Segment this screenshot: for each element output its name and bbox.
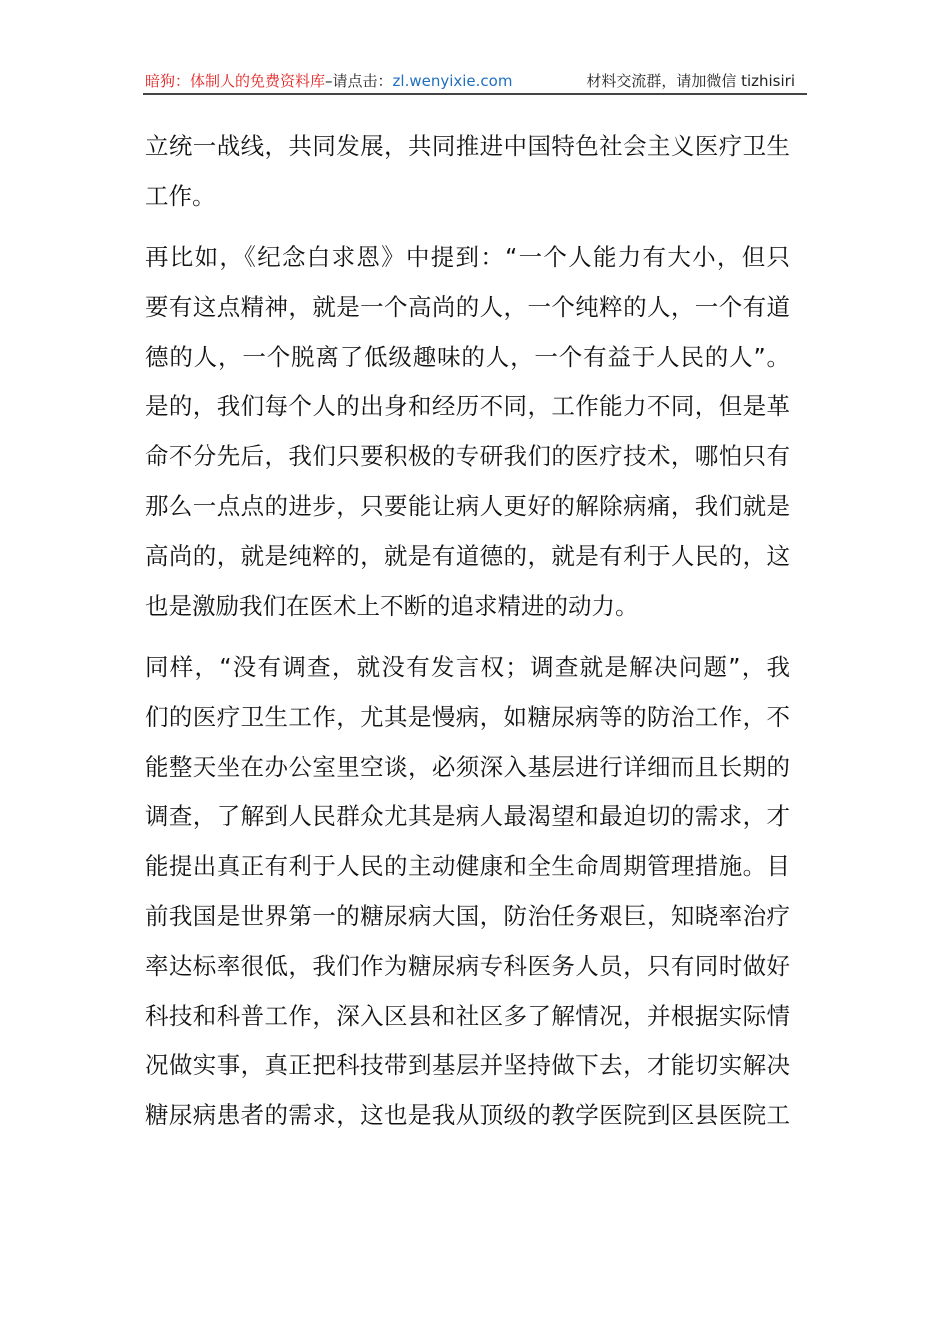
text-line: 同样，“没有调查，就没有发言权；调查就是解决问题”，我 [145, 653, 790, 681]
text-line: 科技和科普工作，深入区县和社区多了解情况，并根据实际情 [145, 1001, 790, 1030]
paragraph-2 [145, 233, 790, 631]
text-line: 们的医疗卫生工作，尤其是慢病，如糖尿病等的防治工作，不 [145, 702, 790, 731]
text-line: 况做实事，真正把科技带到基层并坚持做下去，才能切实解决 [145, 1051, 790, 1080]
text-line: 再比如，《纪念白求恩》中提到：“一个人能力有大小，但只 [145, 243, 790, 271]
site-link[interactable]: zl.wenyixie.com [392, 72, 513, 90]
text-line: 工作。 [145, 181, 216, 210]
paragraph-1 [145, 122, 790, 222]
click-prompt: –请点击： [325, 72, 393, 90]
text-line: 德的人，一个脱离了低级趣味的人，一个有益于人民的人”。 [145, 342, 790, 371]
site-name: 暗狗：体制人的免费资料库 [145, 72, 326, 90]
text-line: 也是激励我们在医术上不断的追求精进的动力。 [145, 591, 639, 620]
text-line: 命不分先后，我们只要积极的专研我们的医疗技术，哪怕只有 [145, 442, 790, 471]
text-line: 高尚的，就是纯粹的，就是有道德的，就是有利于人民的，这 [145, 541, 790, 570]
wechat-note: 材料交流群，请加微信 tizhisiri [586, 72, 795, 90]
page-header [145, 70, 805, 92]
header-divider [143, 93, 807, 95]
text-line: 前我国是世界第一的糖尿病大国，防治任务艰巨，知晓率治疗 [145, 901, 790, 930]
text-line: 是的，我们每个人的出身和经历不同，工作能力不同，但是革 [145, 392, 790, 421]
text-line: 那么一点点的进步，只要能让病人更好的解除病痛，我们就是 [145, 491, 790, 520]
text-line: 能整天坐在办公室里空谈，必须深入基层进行详细而且长期的 [145, 752, 790, 781]
text-line: 糖尿病患者的需求，这也是我从顶级的教学医院到区县医院工 [145, 1101, 790, 1130]
text-line: 要有这点精神，就是一个高尚的人，一个纯粹的人，一个有道 [145, 292, 790, 321]
text-line: 立统一战线，共同发展，共同推进中国特色社会主义医疗卫生 [145, 132, 790, 160]
text-line: 能提出真正有利于人民的主动健康和全生命周期管理措施。目 [145, 852, 790, 881]
paragraph-3 [145, 643, 790, 1141]
text-line: 率达标率很低，我们作为糖尿病专科医务人员，只有同时做好 [145, 951, 790, 980]
text-line: 调查，了解到人民群众尤其是病人最渴望和最迫切的需求，才 [145, 802, 790, 831]
